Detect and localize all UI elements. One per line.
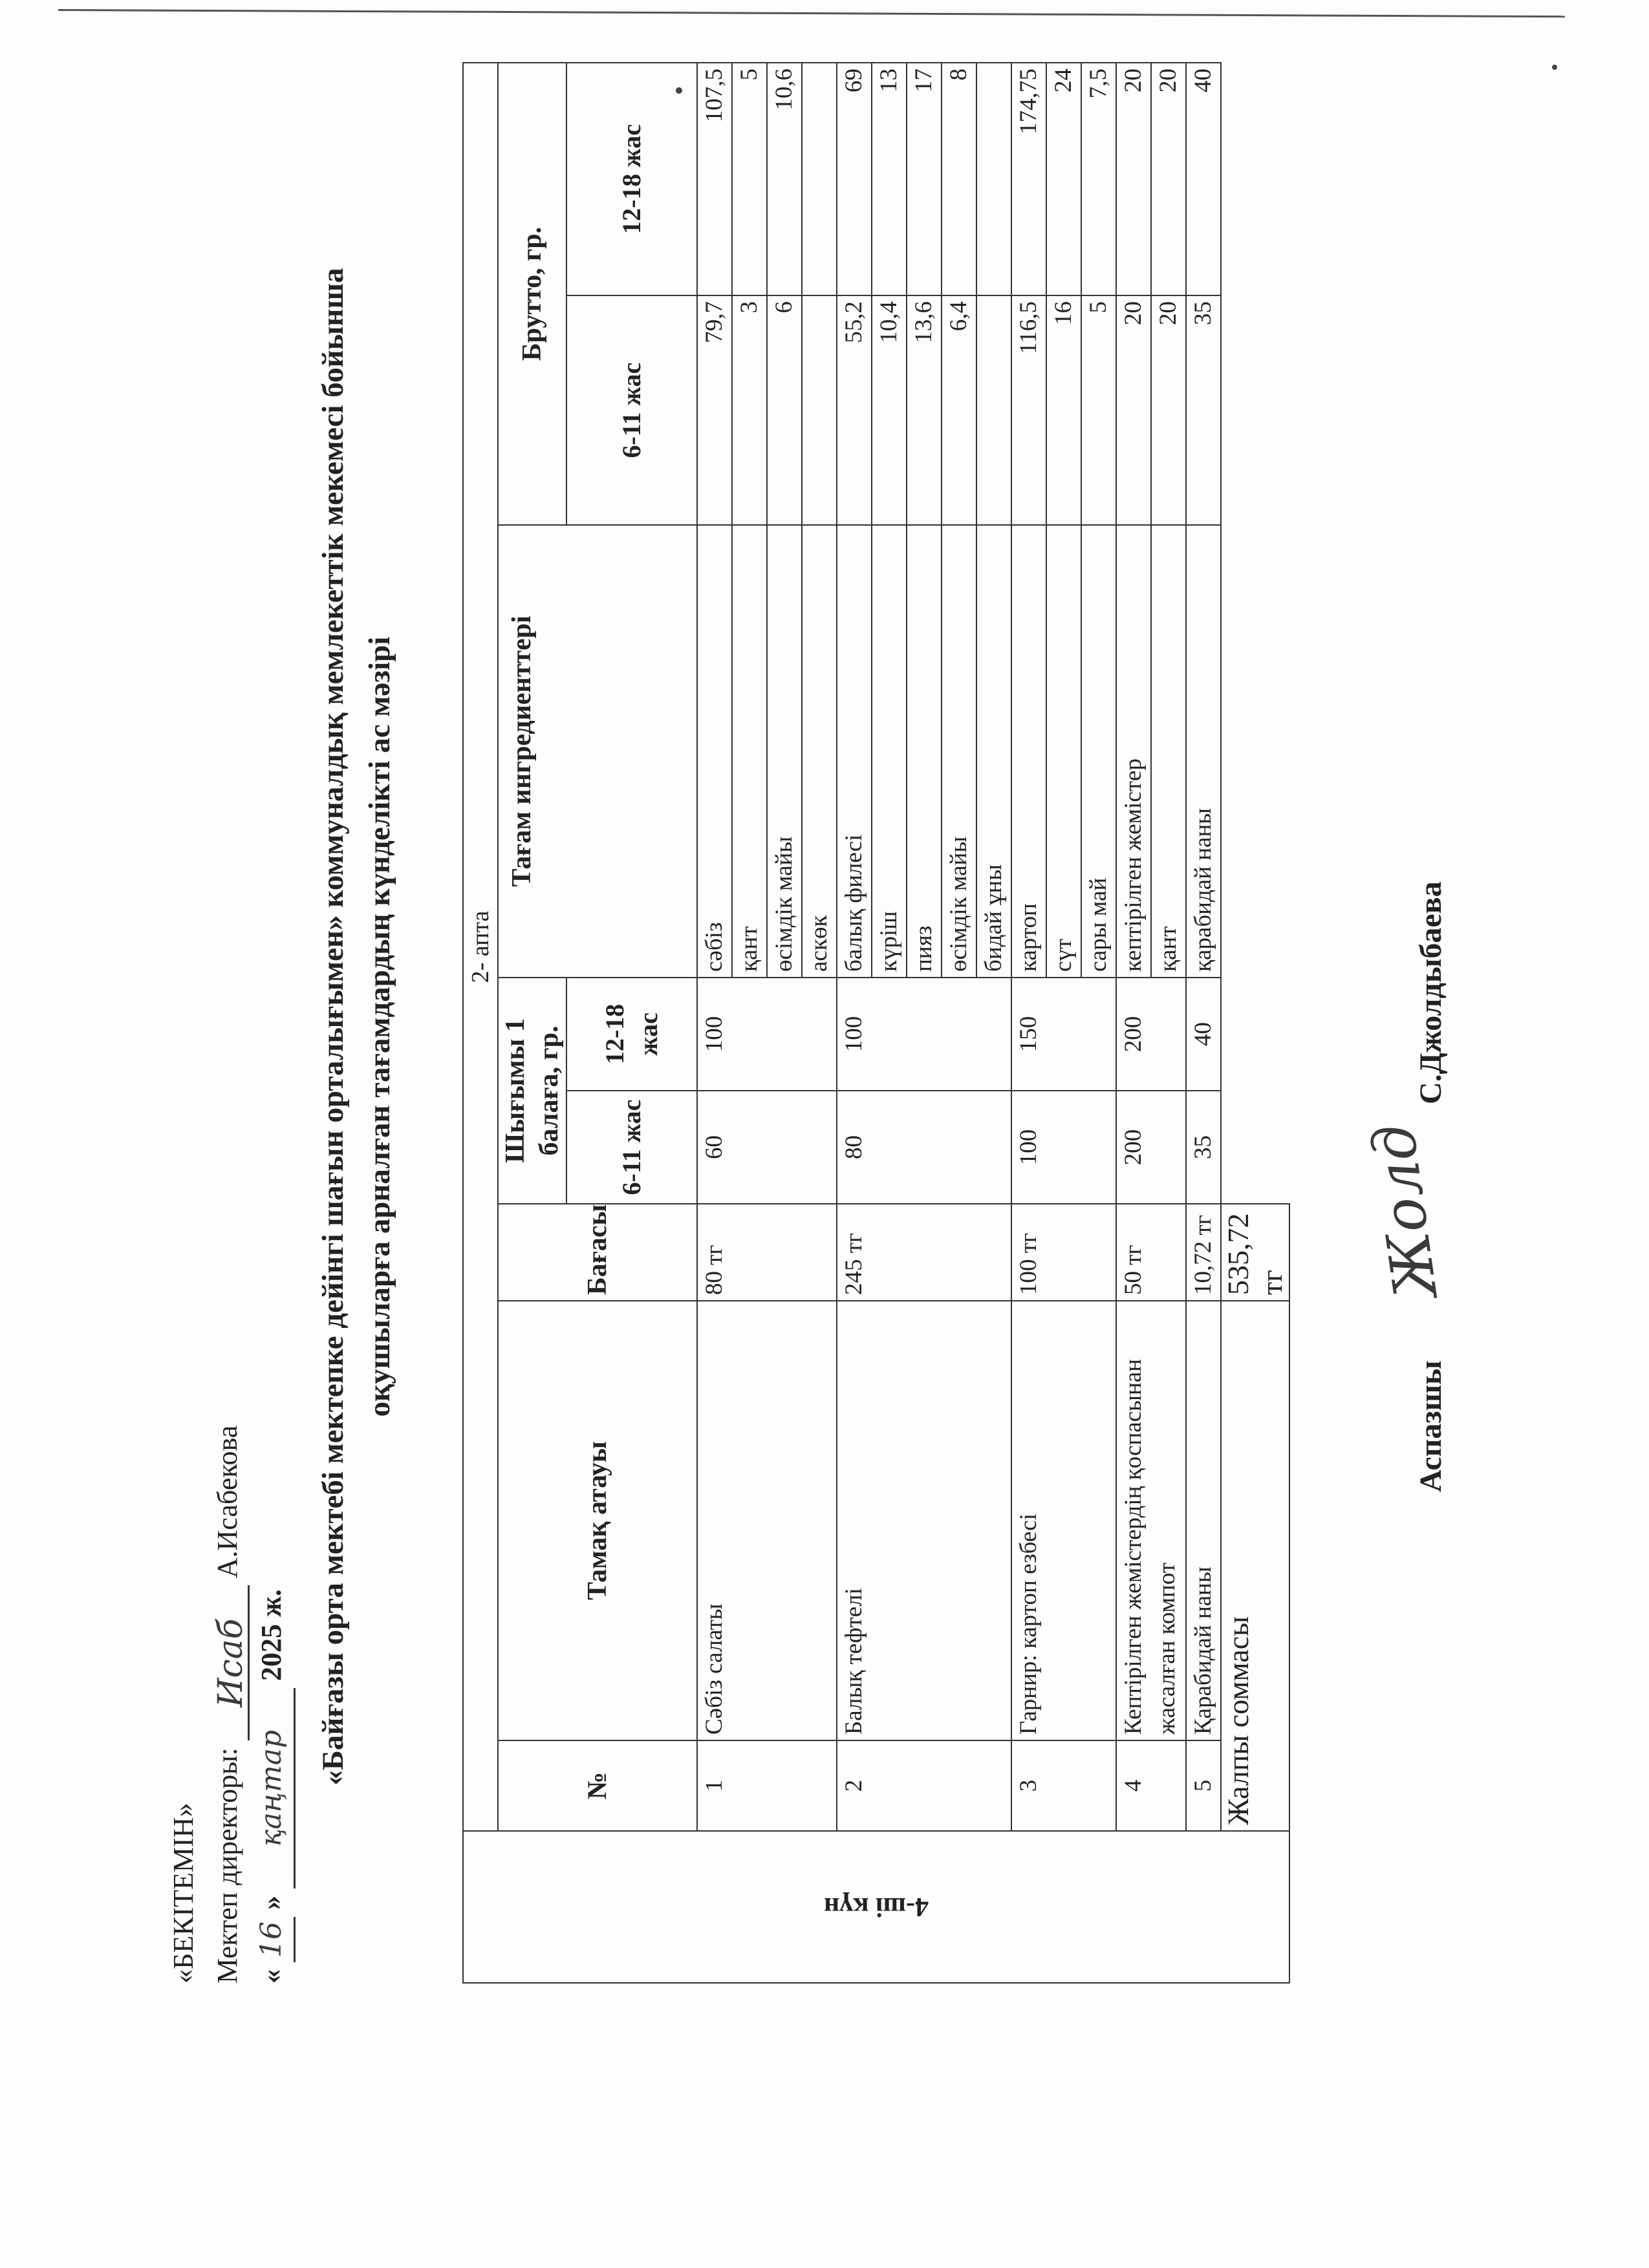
brutto-age1: 116,5 [1011, 295, 1046, 525]
yield-age1: 200 [1116, 1091, 1186, 1204]
brutto-age2: 5 [732, 63, 767, 295]
ingredient-name: балық филесі [837, 525, 872, 978]
brutto-age2: 13 [872, 63, 907, 295]
brutto-age1: 20 [1151, 295, 1186, 525]
dish-name: Балық тефтелі [837, 1301, 1011, 1740]
brutto-age1: 13,6 [907, 295, 942, 525]
brutto-age2: 107,5 [697, 63, 732, 295]
dish-name: Қарабидай наны [1186, 1301, 1221, 1740]
approval-heading: «БЕКІТЕМІН» [167, 1803, 199, 1984]
table-row [1011, 63, 1046, 1983]
header-yield-age1: 6-11 жас [566, 1091, 697, 1204]
brutto-age1: 5 [1081, 295, 1116, 525]
menu-table-body [463, 63, 1289, 1983]
brutto-age2: 10,6 [767, 63, 802, 295]
date-year: 2025 ж. [255, 1589, 287, 1681]
date-close-quote: » [255, 1896, 287, 1910]
document-title-line2: оқушыларға арналған тағамдардың күнделікті ас мәзірі [363, 636, 396, 1417]
dish-name: Гарнир: картоп езбесі [1011, 1301, 1116, 1740]
date-open-quote: « [255, 1969, 287, 1984]
yield-age1: 60 [697, 1091, 837, 1204]
brutto-age2: 174,75 [1011, 63, 1046, 295]
brutto-age2: 24 [1046, 63, 1081, 295]
cook-signature-block [1413, 881, 1449, 1492]
dish-name: Кептірілген жемістердің қоспасынан жасалған компот [1116, 1301, 1186, 1740]
ingredient-name: бидай ұны [976, 525, 1011, 978]
brutto-age1: 79,7 [697, 295, 732, 525]
brutto-age2: 20 [1151, 63, 1186, 295]
header-brutto-age2: 12-18 жас [566, 63, 697, 295]
yield-age1: 100 [1011, 1091, 1116, 1204]
director-name: А.Исабекова [211, 1425, 243, 1579]
yield-age2: 100 [697, 978, 837, 1091]
dish-number: 5 [1186, 1740, 1221, 1831]
ingredient-name: сүт [1046, 525, 1081, 978]
ingredient-name: күріш [872, 525, 907, 978]
director-line [206, 1426, 250, 1984]
day-label-cell [463, 1831, 1289, 1983]
ingredient-name: пияз [907, 525, 942, 978]
yield-age2: 200 [1116, 978, 1186, 1091]
table-row [1116, 63, 1151, 1983]
dish-price: 10,72 тг [1186, 1204, 1221, 1301]
brutto-age1: 10,4 [872, 295, 907, 525]
ingredient-name: өсімдік майы [942, 525, 976, 978]
date-month: қаңтар [250, 1688, 296, 1888]
brutto-age1: 20 [1116, 295, 1151, 525]
ingredient-name: қарабидай наны [1186, 525, 1221, 978]
approval-date [250, 1426, 296, 1984]
table-row [1186, 63, 1221, 1983]
ingredient-name: қант [732, 525, 767, 978]
header-yield-age2: 12-18 жас [566, 978, 697, 1091]
yield-age2: 150 [1011, 978, 1116, 1091]
ingredient-name: кептірілген жемістер [1116, 525, 1151, 978]
total-row [1221, 63, 1289, 1983]
brutto-age1 [976, 295, 1011, 525]
brutto-age2: 69 [837, 63, 872, 295]
week-label: 2- апта [463, 63, 498, 1831]
yield-age1: 80 [837, 1091, 1011, 1204]
brutto-age1: 16 [1046, 295, 1081, 525]
brutto-age2 [976, 63, 1011, 295]
brutto-age1: 6 [767, 295, 802, 525]
yield-age2: 100 [837, 978, 1011, 1091]
total-row-blank [1221, 63, 1289, 1204]
cook-name: С.Джолдыбаева [1414, 881, 1448, 1104]
document-title-line1: «Байғазы орта мектебі мектепке дейінгі шағын орталығымен» коммуналдық мемлекеттік мекемесі бойынша [316, 268, 350, 1786]
brutto-age2: 7,5 [1081, 63, 1116, 295]
director-label: Мектеп директоры: [211, 1748, 243, 1984]
dish-price: 245 тг [837, 1204, 1011, 1301]
brutto-age1 [802, 295, 837, 525]
brutto-age1: 55,2 [837, 295, 872, 525]
dish-price: 50 тг [1116, 1204, 1186, 1301]
ingredient-name: сары май [1081, 525, 1116, 978]
table-row [697, 63, 732, 1983]
total-value: 535,72 тг [1221, 1204, 1289, 1301]
brutto-age2 [802, 63, 837, 295]
day-label: 4-ші күн [823, 1892, 929, 1922]
dish-price: 100 тг [1011, 1204, 1116, 1301]
dish-number: 3 [1011, 1740, 1116, 1831]
yield-age1: 35 [1186, 1091, 1221, 1204]
cook-label: Аспазшы [1414, 1360, 1448, 1492]
total-label: Жалпы соммасы [1221, 1301, 1289, 1831]
brutto-age1: 6,4 [942, 295, 976, 525]
director-signature [209, 1585, 250, 1740]
brutto-age1: 35 [1186, 295, 1221, 525]
dish-number: 4 [1116, 1740, 1186, 1831]
dish-number: 1 [697, 1740, 837, 1831]
header-yield: Шығымы 1 балаға, гр. [498, 978, 566, 1204]
yield-age2: 40 [1186, 978, 1221, 1091]
menu-table [462, 62, 1290, 1984]
cook-signature-scrawl: Жолд [1359, 1120, 1451, 1302]
table-row [837, 63, 872, 1983]
ingredient-name: өсімдік майы [767, 525, 802, 978]
ingredient-name: қант [1151, 525, 1186, 978]
brutto-age2: 40 [1186, 63, 1221, 295]
approval-block [162, 1426, 296, 1984]
brutto-age2: 20 [1116, 63, 1151, 295]
date-day: 16 [250, 1917, 296, 1962]
dish-name: Сәбіз салаты [697, 1301, 837, 1740]
header-brutto-age1: 6-11 жас [566, 295, 697, 525]
header-price: Бағасы [498, 1204, 697, 1301]
header-brutto: Брутто, гр. [498, 63, 566, 525]
ingredient-name: сәбіз [697, 525, 732, 978]
ingredient-name: аскөк [802, 525, 837, 978]
header-number: № [498, 1740, 697, 1831]
header-dish: Тамақ атауы [498, 1301, 697, 1740]
director-signature-scrawl: Исаб [211, 1618, 250, 1707]
brutto-age2: 17 [907, 63, 942, 295]
dish-price: 80 тг [697, 1204, 837, 1301]
ingredient-name: картоп [1011, 525, 1046, 978]
brutto-age2: 8 [942, 63, 976, 295]
header-ingredients: Тағам ингредиенттері [498, 525, 697, 978]
brutto-age1: 3 [732, 295, 767, 525]
dish-number: 2 [837, 1740, 1011, 1831]
